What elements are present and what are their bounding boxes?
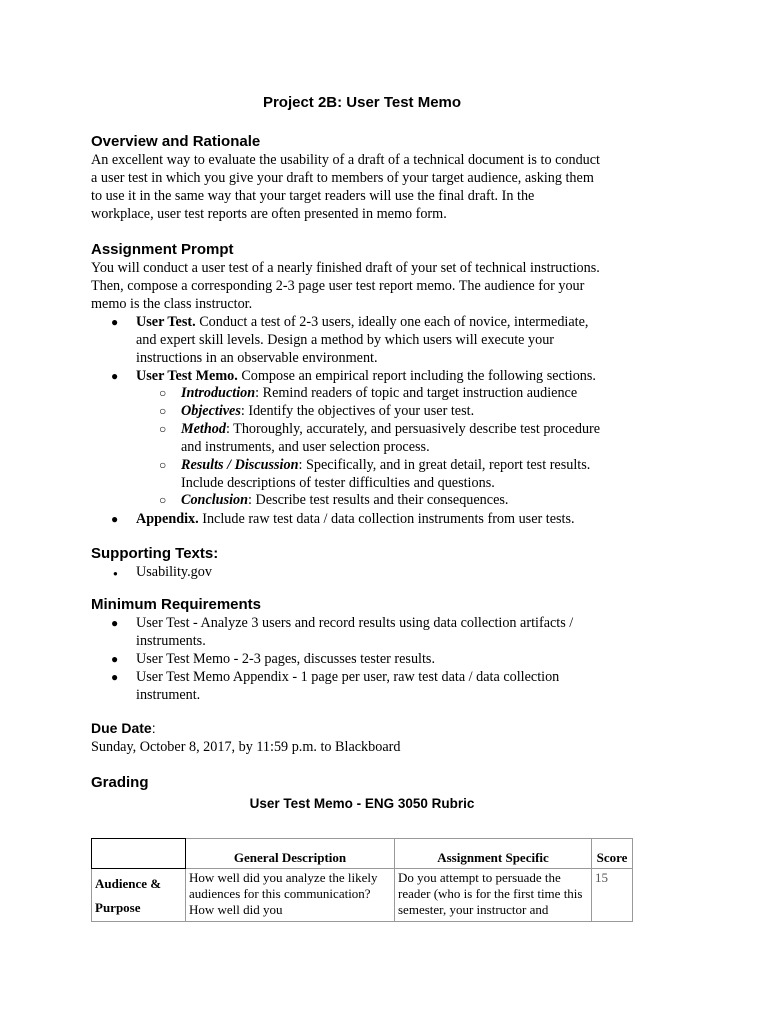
due-colon: :	[151, 720, 156, 736]
rubric-header-cell: Score	[592, 839, 633, 869]
prompt-line: memo is the class instructor.	[91, 296, 253, 312]
item-label: Appendix.	[136, 511, 199, 527]
sub-list-item	[181, 384, 641, 402]
section-label: Results / Discussion	[181, 457, 299, 473]
section-text: : Describe test results and their consequences.	[248, 492, 509, 508]
item-text: Conduct a test of 2-3 users, ideally one each of novice, intermediate,	[195, 314, 589, 330]
overview-line: An excellent way to evaluate the usability of a draft of a technical document is to conduct	[91, 152, 600, 168]
section-label: Conclusion	[181, 492, 249, 508]
item-text: Compose an empirical report including the following sections.	[237, 368, 596, 384]
requirement-item	[136, 614, 636, 650]
item-text: and expert skill levels. Design a method by which users will execute your	[136, 332, 555, 348]
prompt-paragraph	[91, 259, 636, 313]
rubric-table	[91, 838, 633, 922]
general-description: How well did you analyze the likely audiences for this communication? How well did you	[189, 870, 378, 917]
due-date-text: Sunday, October 8, 2017, by 11:59 p.m. to Blackboard	[91, 739, 401, 755]
requirement-text: User Test - Analyze 3 users and record results using data collection artifacts /	[136, 615, 574, 631]
item-label: User Test Memo.	[136, 368, 238, 384]
item-text: Include raw test data / data collection instruments from user tests.	[198, 511, 575, 527]
overview-line: to use it in the same way that your target readers will use the final draft. In the	[91, 188, 535, 204]
bullet-icon: ●	[111, 616, 119, 630]
minimum-heading: Minimum Requirements	[91, 596, 262, 613]
bullet-icon: ●	[111, 670, 119, 684]
sub-list-item	[181, 456, 641, 492]
overview-heading: Overview and Rationale	[91, 133, 261, 150]
list-item	[136, 510, 636, 528]
section-label: Introduction	[181, 385, 256, 401]
requirement-text: instruments.	[136, 633, 206, 649]
bullet-icon: ●	[111, 652, 119, 666]
circle-bullet-icon: ○	[159, 386, 167, 400]
due-heading-label: Due Date	[91, 720, 152, 736]
assignment-specific: Do you attempt to persuade the reader (who is for the first time this semester, your instructor and	[398, 870, 583, 917]
criterion-line: Audience &	[95, 876, 162, 891]
grading-heading: Grading	[91, 774, 149, 791]
circle-bullet-icon: ○	[159, 404, 167, 418]
bullet-icon: ●	[111, 512, 119, 526]
prompt-line: Then, compose a corresponding 2-3 page user test report memo. The audience for your	[91, 278, 585, 294]
rubric-header-cell: Assignment Specific	[395, 839, 592, 869]
section-text: : Identify the objectives of your user test.	[240, 403, 475, 419]
section-label: Objectives	[181, 403, 241, 419]
supporting-item: Usability.gov	[136, 564, 212, 580]
rubric-title: User Test Memo - ENG 3050 Rubric	[249, 796, 475, 811]
bullet-icon: ●	[113, 569, 118, 578]
section-text: : Specifically, and in great detail, report test results.	[298, 457, 591, 473]
prompt-heading: Assignment Prompt	[91, 241, 234, 258]
bullet-icon: ●	[111, 315, 119, 329]
rubric-header-row	[92, 839, 633, 869]
section-text: : Remind readers of topic and target instruction audience	[255, 385, 578, 401]
page-title: Project 2B: User Test Memo	[262, 94, 462, 111]
requirement-text: User Test Memo - 2-3 pages, discusses tester results.	[136, 651, 435, 667]
bullet-icon: ●	[111, 369, 119, 383]
rubric-header-cell: General Description	[186, 839, 395, 869]
section-text: and instruments, and user selection process.	[181, 439, 430, 455]
rubric-header-cell	[92, 839, 186, 869]
requirement-text: User Test Memo Appendix - 1 page per user, raw test data / data collection	[136, 669, 560, 685]
overview-line: workplace, user test reports are often presented in memo form.	[91, 206, 447, 222]
requirement-item	[136, 650, 636, 668]
supporting-heading: Supporting Texts:	[91, 545, 219, 562]
requirement-text: instrument.	[136, 687, 201, 703]
due-heading	[91, 720, 156, 736]
overview-paragraph	[91, 151, 636, 223]
section-text: : Thoroughly, accurately, and persuasively describe test procedure	[225, 421, 601, 437]
criterion-line: Purpose	[95, 900, 141, 915]
rubric-general-cell	[186, 869, 395, 922]
circle-bullet-icon: ○	[159, 493, 167, 507]
item-label: User Test.	[136, 314, 196, 330]
rubric-score-cell: 15	[592, 869, 633, 922]
sub-list-item	[181, 402, 641, 420]
list-item	[136, 367, 636, 385]
table-row	[92, 869, 633, 922]
rubric-criterion-cell	[92, 869, 186, 922]
sub-list-item	[181, 491, 641, 509]
item-text: instructions in an observable environment.	[136, 350, 378, 366]
rubric-specific-cell	[395, 869, 592, 922]
section-text: Include descriptions of tester difficulties and questions.	[181, 475, 495, 491]
prompt-line: You will conduct a user test of a nearly finished draft of your set of technical instructions.	[91, 260, 600, 276]
circle-bullet-icon: ○	[159, 422, 167, 436]
section-label: Method	[181, 421, 226, 437]
overview-line: a user test in which you give your draft to members of your target audience, asking them	[91, 170, 594, 186]
sub-list-item	[181, 420, 641, 456]
list-item	[136, 313, 636, 367]
circle-bullet-icon: ○	[159, 458, 167, 472]
requirement-item	[136, 668, 636, 704]
